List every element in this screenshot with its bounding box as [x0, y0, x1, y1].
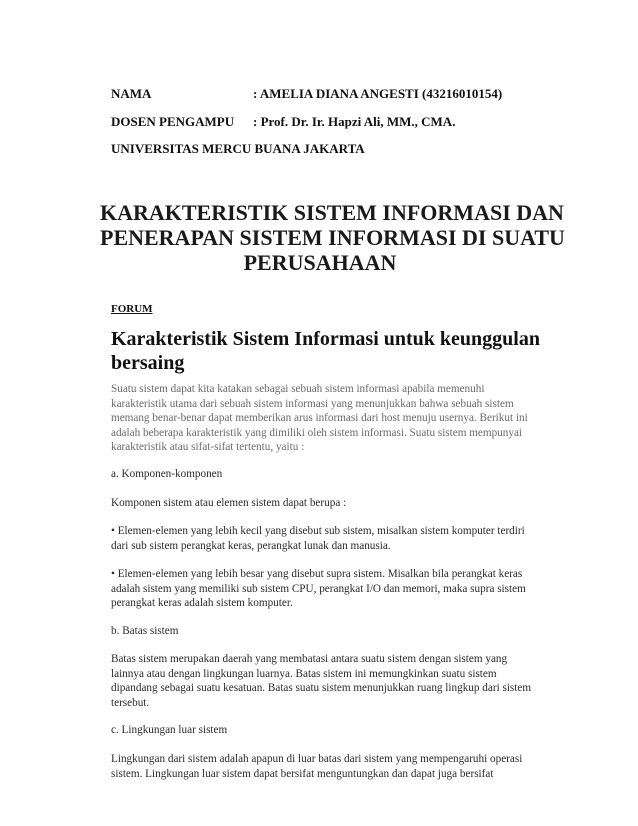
text-line: adalah sistem yang memiliki sub sistem CPU, perangkat I/O dan memori, maka supra sistem — [111, 582, 526, 595]
bullet-subsystem — [111, 524, 551, 553]
header-dosen — [111, 114, 456, 130]
text-line: adalah beberapa karakteristik yang dimiliki oleh sistem informasi. Suatu sistem mempunyai — [111, 426, 523, 439]
intro-paragraph — [111, 382, 551, 455]
header-nama — [111, 86, 503, 102]
nama-value: : AMELIA DIANA ANGESTI (43216010154) — [253, 86, 503, 101]
nama-label: NAMA — [111, 86, 152, 101]
komponen-text: Komponen sistem atau elemen sistem dapat berupa : — [111, 497, 347, 509]
document-title — [100, 200, 565, 275]
text-line: Lingkungan dari sistem adalah apapun di luar batas dari sistem yang mempengaruhi operasi — [111, 753, 523, 765]
text-line: memang benar-benar dapat memberikan arus informasi dari host menuju usernya. Berikut ini — [111, 412, 528, 425]
section-heading — [111, 327, 551, 375]
lingkungan-paragraph — [111, 752, 551, 781]
bullet-suprasystem — [111, 567, 551, 611]
text-line: karakteristik utama dari sebuah sistem informasi yang menunjukkan bahwa sebuah sistem — [111, 397, 514, 410]
item-a: a. Komponen-komponen — [111, 468, 223, 480]
text-line: Suatu sistem dapat kita katakan sebagai sebuah sistem informasi apabila memenuhi — [111, 383, 485, 395]
text-line: lainnya atau dengan lingkungan luarnya. Batas sistem ini memungkinkan suatu sistem — [111, 667, 497, 680]
heading-line: bersaing — [111, 352, 185, 374]
text-line: karakteristik atau sifat-sifat tertentu, yaitu : — [111, 441, 305, 454]
text-line: perangkat keras adalah sistem komputer. — [111, 597, 293, 610]
title-line: PENERAPAN SISTEM INFORMASI DI SUATU — [100, 225, 565, 250]
batas-paragraph — [111, 652, 551, 710]
heading-line: Karakteristik Sistem Informasi untuk keunggulan — [111, 328, 540, 350]
forum-label: FORUM — [111, 303, 153, 315]
text-line: • Elemen-elemen yang lebih kecil yang disebut sub sistem, misalkan sistem komputer terdiri — [111, 525, 525, 537]
item-b: b. Batas sistem — [111, 625, 179, 637]
text-line: dari sub sistem perangkat keras, perangkat lunak dan manusia. — [111, 539, 391, 552]
item-c: c. Lingkungan luar sistem — [111, 724, 228, 736]
text-line: tersebut. — [111, 696, 150, 709]
text-line: Batas sistem merupakan daerah yang membatasi antara suatu sistem dengan sistem yang — [111, 653, 508, 665]
title-line: PERUSAHAAN — [243, 250, 397, 275]
header-university: UNIVERSITAS MERCU BUANA JAKARTA — [111, 141, 365, 156]
dosen-label: DOSEN PENGAMPU — [111, 114, 235, 129]
text-line: dipandang sebagai suatu kesatuan. Batas suatu sistem menunjukkan ruang lingkup dari sistem — [111, 682, 532, 695]
title-line: KARAKTERISTIK SISTEM INFORMASI DAN — [100, 200, 564, 225]
text-line: • Elemen-elemen yang lebih besar yang disebut supra sistem. Misalkan bila perangkat keras — [111, 568, 523, 580]
text-line: sistem. Lingkungan luar sistem dapat bersifat menguntungkan dan dapat juga bersifat — [111, 767, 494, 780]
dosen-value: : Prof. Dr. Ir. Hapzi Ali, MM., CMA. — [253, 114, 456, 129]
